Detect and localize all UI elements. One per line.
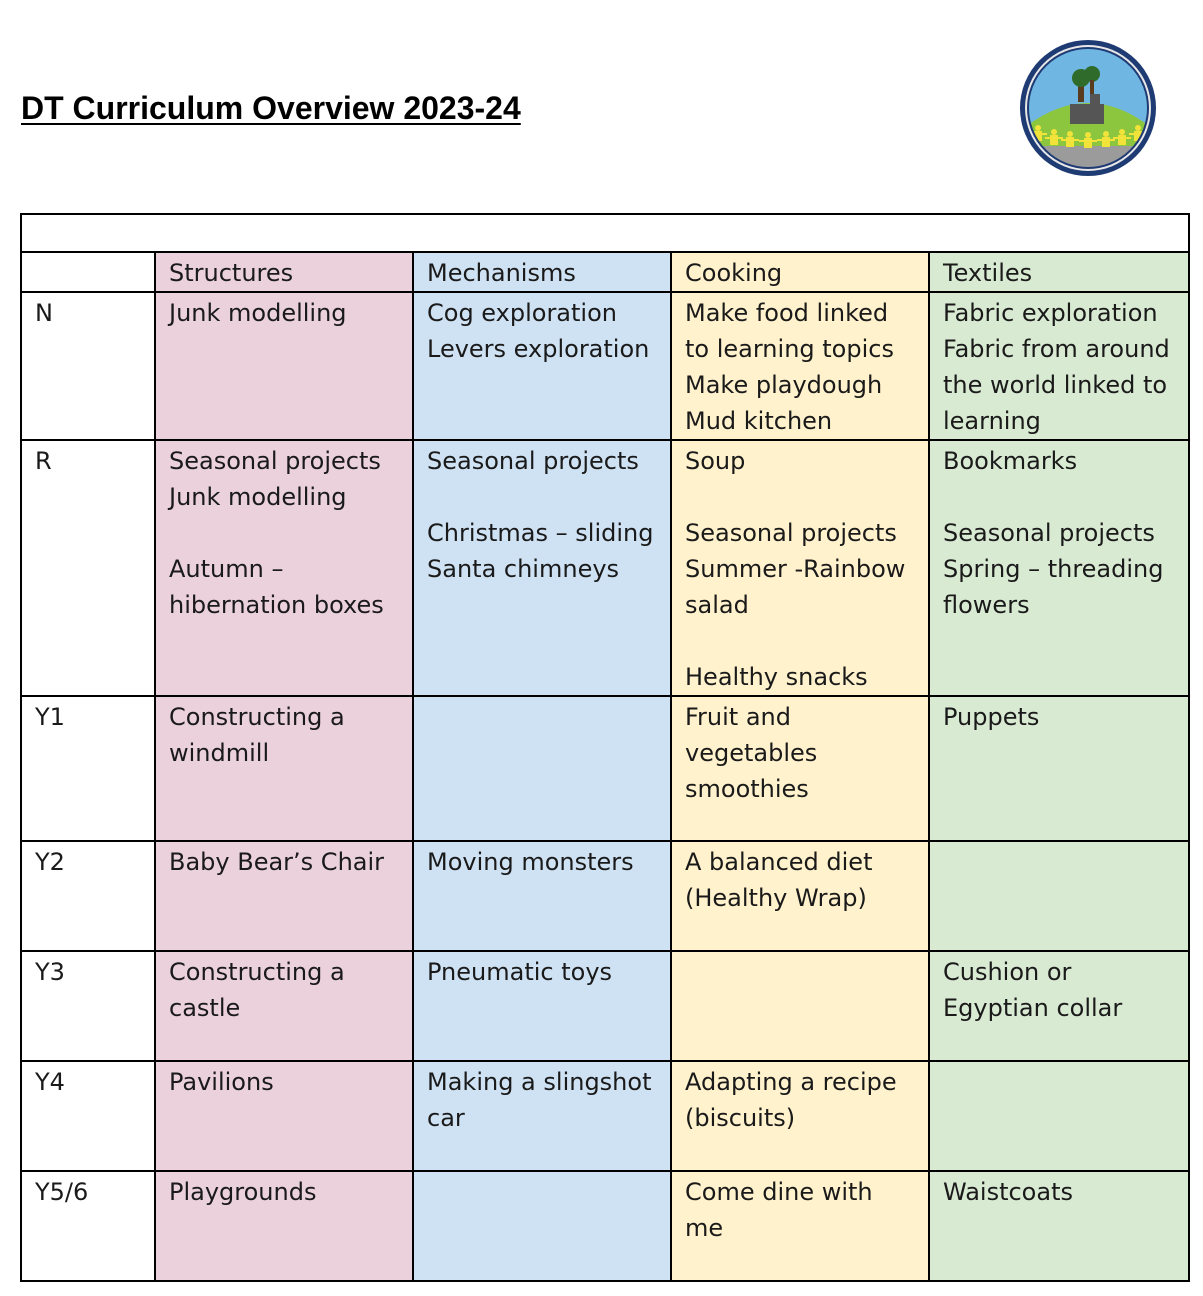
cell-line: Mud kitchen <box>685 407 833 435</box>
cell-line: Pavilions <box>169 1068 274 1096</box>
cell-structures <box>155 440 413 696</box>
cell-line: Spring – threading <box>943 555 1164 583</box>
cell-line: A balanced diet <box>685 848 873 876</box>
cell-line: me <box>685 1214 724 1242</box>
cell-line: Constructing a <box>169 958 345 986</box>
table-row <box>21 1061 1189 1171</box>
cell-line <box>169 515 406 551</box>
cell-line: windmill <box>169 739 270 767</box>
cell-line: Moving monsters <box>427 848 634 876</box>
cell-line: Making a slingshot <box>427 1068 652 1096</box>
cell-line: Christmas – sliding <box>427 519 654 547</box>
header-structures: Structures <box>155 252 413 292</box>
table-row <box>21 1171 1189 1281</box>
cell-line: castle <box>169 994 241 1022</box>
cell-line: Junk modelling <box>169 299 347 327</box>
cell-line <box>943 479 1182 515</box>
row-label: R <box>21 440 155 696</box>
cell-structures <box>155 696 413 841</box>
row-label: Y4 <box>21 1061 155 1171</box>
cell-textiles <box>929 1061 1189 1171</box>
cell-line <box>685 479 922 515</box>
cell-mechanisms <box>413 951 671 1061</box>
cell-line: learning <box>943 407 1041 435</box>
curriculum-table-body <box>21 214 1189 1281</box>
cell-cooking <box>671 440 929 696</box>
table-row <box>21 951 1189 1061</box>
cell-cooking <box>671 292 929 440</box>
cell-line: Come dine with <box>685 1178 873 1206</box>
cell-line: Constructing a <box>169 703 345 731</box>
header-cooking: Cooking <box>671 252 929 292</box>
cell-mechanisms <box>413 841 671 951</box>
cell-textiles <box>929 696 1189 841</box>
cell-line: Seasonal projects <box>169 447 381 475</box>
cell-line: Cog exploration <box>427 299 617 327</box>
cell-mechanisms <box>413 292 671 440</box>
cell-line: Pneumatic toys <box>427 958 613 986</box>
row-label: Y5/6 <box>21 1171 155 1281</box>
header-cell-blank <box>21 252 155 292</box>
cell-line: Cushion or <box>943 958 1072 986</box>
row-label: Y2 <box>21 841 155 951</box>
cell-textiles <box>929 292 1189 440</box>
cell-textiles <box>929 1171 1189 1281</box>
cell-line: vegetables <box>685 739 818 767</box>
row-label: Y3 <box>21 951 155 1061</box>
cell-line: (biscuits) <box>685 1104 796 1132</box>
cell-line: Summer -Rainbow <box>685 555 906 583</box>
cell-line: the world linked to <box>943 371 1168 399</box>
cell-line: Adapting a recipe <box>685 1068 897 1096</box>
cell-structures <box>155 1061 413 1171</box>
cell-line: Bookmarks <box>943 447 1078 475</box>
cell-textiles <box>929 841 1189 951</box>
cell-line: Baby Bear’s Chair <box>169 848 385 876</box>
table-header-row <box>21 252 1189 292</box>
cell-line: Santa chimneys <box>427 555 620 583</box>
cell-cooking <box>671 1061 929 1171</box>
cell-line <box>685 623 922 659</box>
cell-line: Seasonal projects <box>427 447 639 475</box>
cell-textiles <box>929 440 1189 696</box>
cell-line: Egyptian collar <box>943 994 1123 1022</box>
cell-line: Healthy snacks <box>685 663 868 691</box>
cell-line: Junk modelling <box>169 483 347 511</box>
cell-line: Fabric exploration <box>943 299 1158 327</box>
cell-line: Levers exploration <box>427 335 650 363</box>
table-row <box>21 292 1189 440</box>
cell-line: Autumn – <box>169 555 284 583</box>
table-row <box>21 440 1189 696</box>
row-label: Y1 <box>21 696 155 841</box>
banner-cell <box>21 214 1189 252</box>
cell-line: Make food linked <box>685 299 889 327</box>
cell-cooking <box>671 696 929 841</box>
cell-line: Seasonal projects <box>943 519 1155 547</box>
cell-structures <box>155 1171 413 1281</box>
cell-structures <box>155 951 413 1061</box>
cell-line: flowers <box>943 591 1030 619</box>
table-row <box>21 841 1189 951</box>
table-banner-row <box>21 214 1189 252</box>
cell-line: Puppets <box>943 703 1040 731</box>
cell-line: hibernation boxes <box>169 591 384 619</box>
cell-mechanisms <box>413 1061 671 1171</box>
cell-mechanisms <box>413 1171 671 1281</box>
cell-structures <box>155 292 413 440</box>
cell-cooking <box>671 951 929 1061</box>
cell-line: smoothies <box>685 775 809 803</box>
header-mechanisms: Mechanisms <box>413 252 671 292</box>
cell-cooking <box>671 1171 929 1281</box>
cell-line: (Healthy Wrap) <box>685 884 867 912</box>
cell-structures <box>155 841 413 951</box>
cell-line: Playgrounds <box>169 1178 317 1206</box>
cell-line: car <box>427 1104 465 1132</box>
cell-cooking <box>671 841 929 951</box>
cell-line: salad <box>685 591 749 619</box>
cell-line: Waistcoats <box>943 1178 1073 1206</box>
cell-line: Seasonal projects <box>685 519 897 547</box>
cell-line: Fruit and <box>685 703 791 731</box>
table-row <box>21 696 1189 841</box>
cell-mechanisms <box>413 696 671 841</box>
page-title: DT Curriculum Overview 2023-24 <box>21 90 521 126</box>
cell-line: Make playdough <box>685 371 883 399</box>
cell-mechanisms <box>413 440 671 696</box>
cell-textiles <box>929 951 1189 1061</box>
curriculum-table <box>20 213 1190 1282</box>
cell-line: to learning topics <box>685 335 894 363</box>
row-label: N <box>21 292 155 440</box>
header-textiles: Textiles <box>929 252 1189 292</box>
cell-line: Fabric from around <box>943 335 1170 363</box>
cell-line: Soup <box>685 447 746 475</box>
cell-line <box>427 479 664 515</box>
school-badge-logo <box>1018 38 1158 178</box>
